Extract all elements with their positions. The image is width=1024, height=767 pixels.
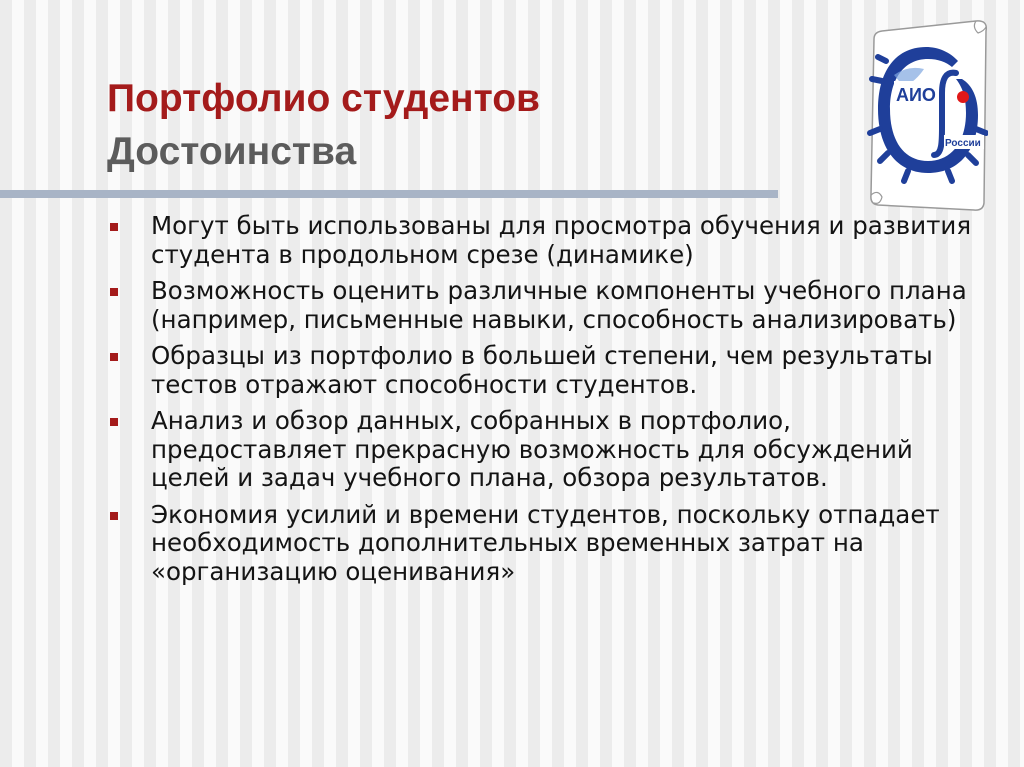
logo-text-aio: АИО xyxy=(896,85,936,105)
bullet-text: Анализ и обзор данных, собранных в портфолио, предоставляет прекрасную возможность для обсуждений целей и задач учебного плана, обзора результатов. xyxy=(151,406,913,492)
slide-title xyxy=(107,72,540,178)
title-divider xyxy=(0,190,778,198)
list-item xyxy=(110,277,990,334)
slide-subtitle: Достоинства xyxy=(107,130,357,173)
list-item xyxy=(110,212,990,269)
bullet-list xyxy=(110,212,990,594)
list-item xyxy=(110,501,990,587)
bullet-text: Экономия усилий и времени студентов, поскольку отпадает необходимость дополнительных временных затрат на «организацию оценивания» xyxy=(151,499,940,586)
logo-text-russia: России xyxy=(945,138,981,149)
aio-russia-logo xyxy=(864,17,988,213)
bullet-marker xyxy=(110,418,118,426)
bullet-text: Образцы из портфолио в большей степени, чем результаты тестов отражают способности студентов. xyxy=(151,341,933,399)
slide-title-line-1: Портфолио студентов xyxy=(107,77,540,120)
bullet-text: Возможность оценить различные компоненты учебного плана (например, письменные навыки, способность анализировать) xyxy=(151,276,967,334)
bullet-marker xyxy=(110,288,118,296)
list-item xyxy=(110,407,990,493)
bullet-marker xyxy=(110,353,118,361)
bullet-text: Могут быть использованы для просмотра обучения и развития студента в продольном срезе (динамике) xyxy=(151,211,972,269)
bullet-marker xyxy=(110,223,118,231)
bullet-marker xyxy=(110,512,118,520)
list-item xyxy=(110,342,990,399)
